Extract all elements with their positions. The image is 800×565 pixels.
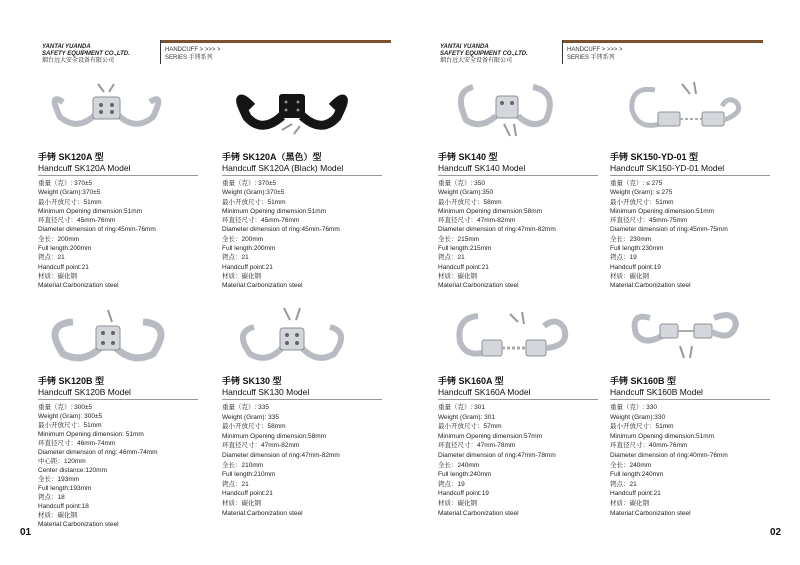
spec-line: 最小开放尺寸：57mm <box>438 423 502 431</box>
product-specs <box>610 403 728 518</box>
spec-line: 全长：215mm <box>438 235 480 243</box>
spec-line: 重量（克）: 300±5 <box>38 404 93 411</box>
spec-line: Handcuff point:18 <box>38 503 89 510</box>
spec-line: Diameter dimension of ring:47mm-78mm <box>438 451 556 459</box>
spec-line: Weight (Gram):330 <box>610 413 666 421</box>
spec-line: Material:Carbonization steel <box>438 282 519 290</box>
spec-line: Diameter dimension of ring: 46mm-74mm <box>38 449 158 456</box>
product-specs <box>222 403 340 518</box>
spec-line: Handcuff point:21 <box>610 490 661 498</box>
page-number-right: 02 <box>770 527 782 538</box>
spec-line: 最小开放尺寸：58mm <box>222 423 286 431</box>
spec-line: Minimum Opening dimension:57mm <box>438 432 543 440</box>
divider <box>222 175 382 176</box>
spec-line: Center distance:120mm <box>38 467 108 474</box>
spec-line: 环直径尺寸：47mm-78mm <box>438 442 516 450</box>
spec-line: Material:Carbonization steel <box>610 282 691 290</box>
spec-line: 最小开放尺寸：51mm <box>222 198 286 206</box>
spec-line: Weight (Gram): 300±5 <box>38 413 103 420</box>
spec-line: Full length:193mm <box>38 485 92 492</box>
divider <box>438 175 598 176</box>
spec-line: 材质：碳化钢 <box>438 499 477 507</box>
spec-line: Weight (Gram):370±5 <box>222 189 285 197</box>
series-header-left <box>160 40 391 64</box>
spec-line: Minimum Opening dimension:51mm <box>610 207 715 215</box>
company-name-cn: 烟台远大安全设备有限公司 <box>42 58 115 64</box>
product-title: 手铐 SK160A 型 <box>438 376 504 386</box>
spec-line: Weight (Gram): 335 <box>222 413 279 421</box>
series-line-1: HANDCUFF > >>> > <box>165 47 221 53</box>
spec-line: Material:Carbonization steel <box>222 282 303 290</box>
product-subtitle: Handcuff SK140 Model <box>438 163 526 173</box>
spec-line: Diameter dimension of ring:45mm-76mm <box>38 226 156 234</box>
spec-line: 材质：碳化钢 <box>222 499 261 507</box>
spec-line: Minimum Opening dimension:51mm <box>38 207 143 215</box>
spec-line: 环直径尺寸：45mm-75mm <box>610 217 688 225</box>
spec-line: Handcuff point:21 <box>222 263 273 271</box>
handcuff-image <box>438 302 608 372</box>
company-name-en-1: YANTAI YUANDA <box>42 44 91 50</box>
spec-line: Material:Carbonization steel <box>610 509 691 517</box>
spec-line: 铐点：21 <box>222 480 249 488</box>
spec-line: 全长：193mm <box>38 476 80 483</box>
handcuff-image <box>38 72 208 142</box>
company-name-en-1: YANTAI YUANDA <box>440 44 489 50</box>
spec-line: 铐点：21 <box>438 254 465 262</box>
spec-line: 环直径尺寸：47mm-82mm <box>222 442 300 450</box>
spec-line: Diameter dimension of ring:47mm-82mm <box>222 451 340 459</box>
spec-line: 材质：碳化钢 <box>38 512 77 519</box>
spec-line: 最小开放尺寸：51mm <box>38 198 102 206</box>
spec-line: Diameter dimension of ring:40mm-76mm <box>610 451 728 459</box>
spec-line: Full length:240mm <box>610 471 664 479</box>
company-header-left <box>42 44 130 65</box>
divider <box>222 399 382 400</box>
spec-line: 材质：碳化钢 <box>610 272 649 280</box>
spec-line: Weight (Gram):370±5 <box>38 189 101 197</box>
divider <box>38 175 198 176</box>
spec-line: Minimum Opening dimension:51mm <box>610 432 715 440</box>
spec-line: 铐点：21 <box>610 480 637 488</box>
product-title: 手铐 SK120A（黑色）型 <box>222 152 322 162</box>
spec-line: Minimum Opening dimension: 51mm <box>38 431 144 438</box>
spec-line: 环直径尺寸：45mm-76mm <box>222 217 300 225</box>
spec-line: Minimum Opening dimension:58mm <box>222 432 327 440</box>
spec-line: 全长：240mm <box>610 461 652 469</box>
product-title: 手铐 SK120A 型 <box>38 152 104 162</box>
spec-line: 最小开放尺寸：58mm <box>438 198 502 206</box>
series-line-2: SERIES 手铐系列 <box>165 55 213 61</box>
spec-line: 环直径尺寸：40mm-76mm <box>610 442 688 450</box>
spec-line: 重量（克）: 350 <box>438 180 485 187</box>
product-subtitle: Handcuff SK120A Model <box>38 163 131 173</box>
product-title: 手铐 SK150-YD-01 型 <box>610 152 699 162</box>
handcuff-image <box>438 72 608 142</box>
spec-line: 最小开放尺寸：51mm <box>38 422 102 429</box>
company-header-right <box>440 44 528 65</box>
product-title: 手铐 SK160B 型 <box>610 376 677 386</box>
spec-line: 铐点：19 <box>438 480 465 488</box>
spec-line: Material:Carbonization steel <box>222 509 303 517</box>
product-specs <box>222 179 340 291</box>
spec-line: 重量（克）: 370±5 <box>222 180 277 187</box>
spec-line: 全长：230mm <box>610 235 652 243</box>
spec-line: 重量（克）: ≤ 275 <box>610 180 663 187</box>
spec-line: 环直径尺寸：46mm-74mm <box>38 440 116 447</box>
spec-line: 全长：200mm <box>38 235 80 243</box>
spec-line: 重量（克）: 370±5 <box>38 180 93 187</box>
divider <box>38 399 198 400</box>
series-accent-bar <box>563 40 763 43</box>
spec-line: Full length:210mm <box>222 471 276 479</box>
spec-line: 材质：碳化钢 <box>438 272 477 280</box>
divider <box>438 399 598 400</box>
product-title: 手铐 SK120B 型 <box>38 376 105 386</box>
spec-line: Handcuff point:21 <box>222 490 273 498</box>
spec-line: 铐点：19 <box>610 254 637 262</box>
spec-line: Handcuff point:21 <box>438 263 489 271</box>
spec-line: 重量（克）: 301 <box>438 404 485 411</box>
company-name-cn: 烟台远大安全设备有限公司 <box>440 58 513 64</box>
series-line-1: HANDCUFF > >>> > <box>567 47 623 53</box>
divider <box>610 399 770 400</box>
product-title: 手铐 SK140 型 <box>438 152 498 162</box>
spec-line: Weight (Gram): 301 <box>438 413 495 421</box>
spec-line: Diameter dimension of ring:45mm-76mm <box>222 226 340 234</box>
spec-line: 全长：200mm <box>222 235 264 243</box>
spec-line: Handcuff point:19 <box>438 490 489 498</box>
page-number-left: 01 <box>20 527 32 538</box>
handcuff-image <box>610 302 780 372</box>
spec-line: Full length:200mm <box>38 245 92 253</box>
divider <box>610 175 770 176</box>
product-title: 手铐 SK130 型 <box>222 376 282 386</box>
spec-line: Weight (Gram):350 <box>438 189 494 197</box>
series-header-right <box>562 40 763 64</box>
spec-line: 材质：碳化钢 <box>610 499 649 507</box>
spec-line: 铐点：21 <box>38 254 65 262</box>
series-line-2: SERIES 手铐系列 <box>567 55 615 61</box>
spec-line: 环直径尺寸：45mm-76mm <box>38 217 116 225</box>
company-name-en-2: SAFETY EQUIPMENT CO.,LTD. <box>42 51 130 57</box>
spec-line: Full length:240mm <box>438 471 492 479</box>
product-subtitle: Handcuff SK120B Model <box>38 387 131 397</box>
company-name-en-2: SAFETY EQUIPMENT CO.,LTD. <box>440 51 528 57</box>
product-subtitle: Handcuff SK160A Model <box>438 387 531 397</box>
spec-line: 重量（克）: 335 <box>222 404 269 411</box>
spec-line: 材质：碳化钢 <box>222 272 261 280</box>
spec-line: Diameter dimension of ring:47mm-82mm <box>438 226 556 234</box>
spec-line: Weight (Gram): ≤ 275 <box>610 189 673 197</box>
spec-line: 中心距：120mm <box>38 458 86 465</box>
spec-line: Material:Carbonization steel <box>38 521 119 528</box>
spec-line: 最小开放尺寸：51mm <box>610 198 674 206</box>
product-subtitle: Handcuff SK130 Model <box>222 387 310 397</box>
spec-line: Full length:230mm <box>610 245 664 253</box>
spec-line: 全长：210mm <box>222 461 264 469</box>
spec-line: Handcuff point:19 <box>610 263 661 271</box>
spec-line: Diameter dimension of ring:45mm-75mm <box>610 226 728 234</box>
product-specs <box>38 179 156 291</box>
spec-line: Material:Carbonization steel <box>438 509 519 517</box>
spec-line: 环直径尺寸：47mm-82mm <box>438 217 516 225</box>
spec-line: Minimum Opening dimension:51mm <box>222 207 327 215</box>
product-specs <box>438 179 556 291</box>
spec-line: Full length:215mm <box>438 245 492 253</box>
spec-line: 重量（克）: 330 <box>610 404 657 411</box>
spec-line: Minimum Opening dimension:58mm <box>438 207 543 215</box>
handcuff-image <box>38 302 208 372</box>
product-specs <box>438 403 556 518</box>
spec-line: 材质：碳化钢 <box>38 272 77 280</box>
product-subtitle: Handcuff SK120A (Black) Model <box>222 163 344 173</box>
product-specs <box>38 403 158 529</box>
product-specs <box>610 179 728 291</box>
series-accent-bar <box>161 40 391 43</box>
spec-line: Material:Carbonization steel <box>38 282 119 290</box>
handcuff-image <box>610 72 780 142</box>
spec-line: 最小开放尺寸：51mm <box>610 423 674 431</box>
handcuff-image <box>222 72 392 142</box>
spec-line: 铐点：18 <box>38 494 65 501</box>
product-subtitle: Handcuff SK160B Model <box>610 387 703 397</box>
handcuff-image <box>222 302 392 372</box>
product-subtitle: Handcuff SK150-YD-01 Model <box>610 163 725 173</box>
spec-line: 全长：240mm <box>438 461 480 469</box>
right-page <box>400 0 800 565</box>
spec-line: 铐点：21 <box>222 254 249 262</box>
spec-line: Handcuff point:21 <box>38 263 89 271</box>
spec-line: Full length:200mm <box>222 245 276 253</box>
